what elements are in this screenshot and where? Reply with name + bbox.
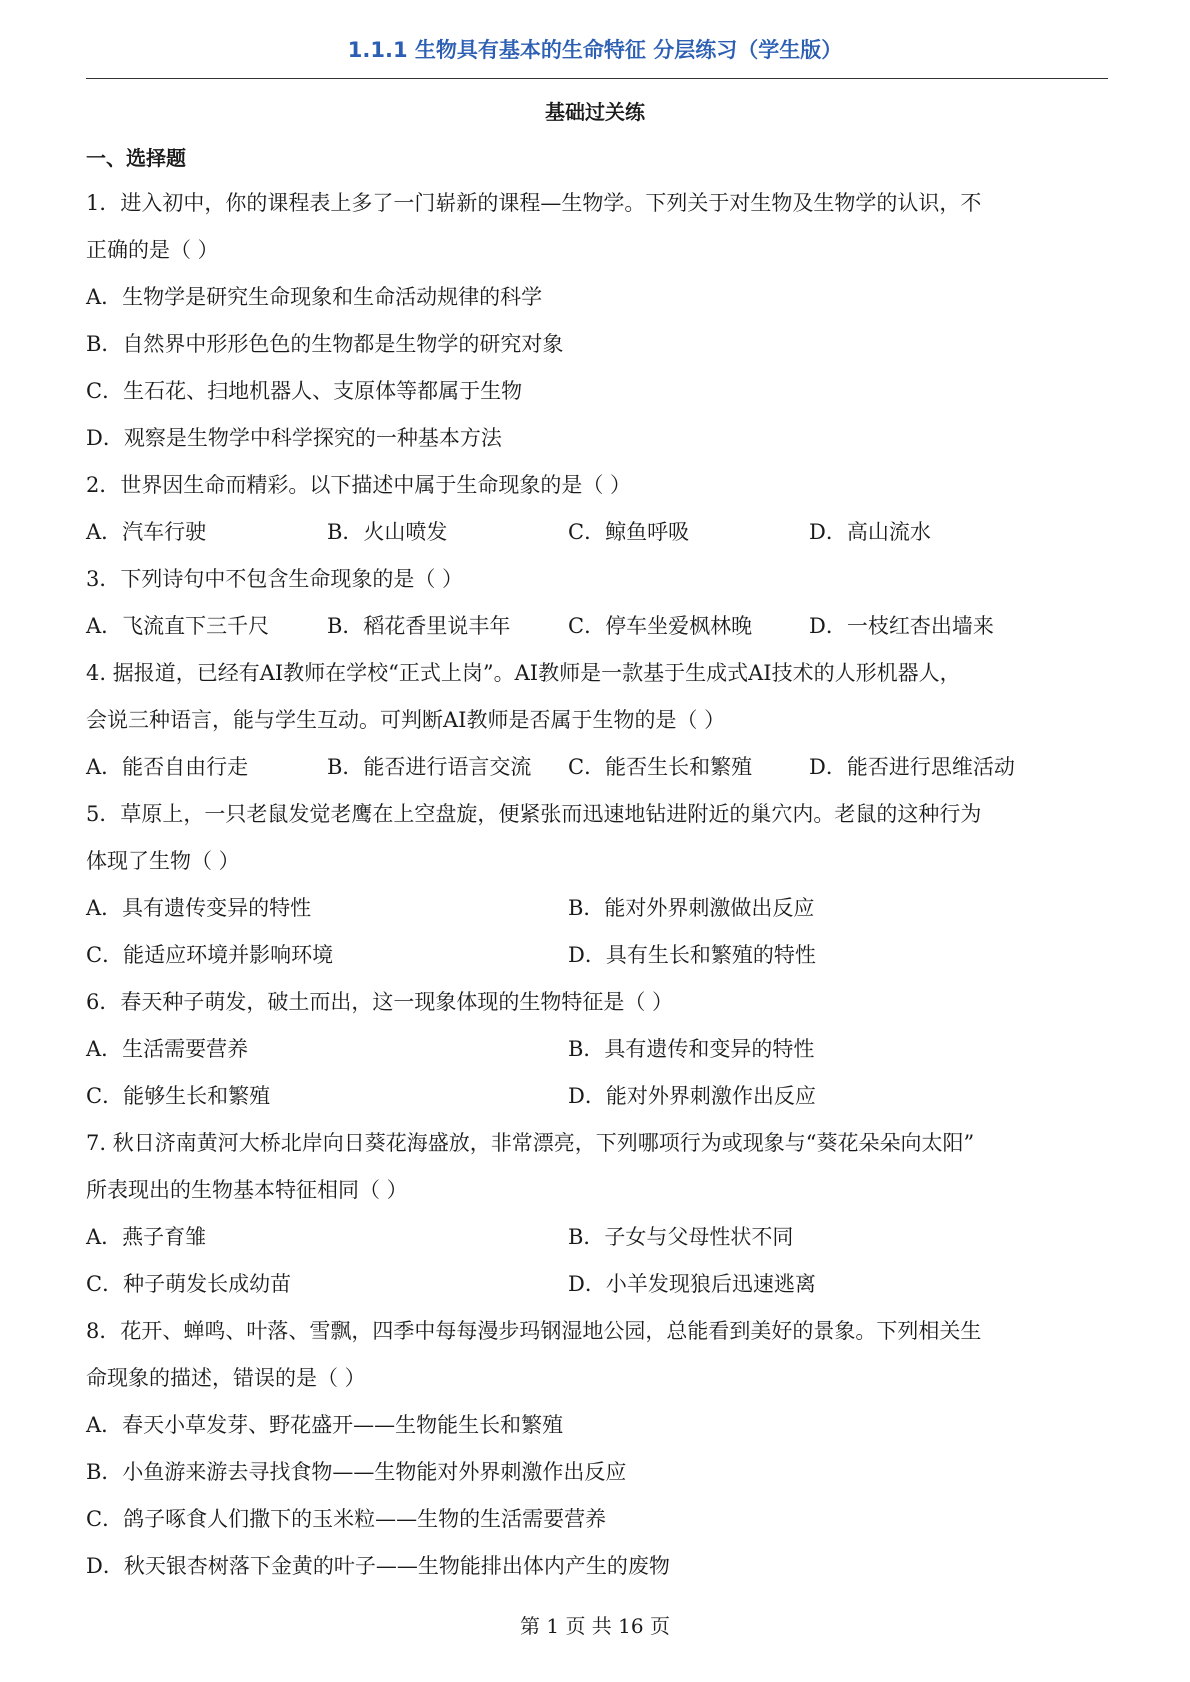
answer-option: D．具有生长和繁殖的特性 xyxy=(568,943,816,967)
answer-option: B．稻花香里说丰年 xyxy=(327,614,511,638)
answer-option: C．能适应环境并影响环境 xyxy=(86,943,334,967)
answer-option: A．生物学是研究生命现象和生命活动规律的科学 xyxy=(86,285,543,309)
question-stem: 1．进入初中，你的课程表上多了一门崭新的课程—生物学。下列关于对生物及生物学的认识，不 xyxy=(86,191,982,215)
answer-option: B．能对外界刺激做出反应 xyxy=(568,896,815,920)
question-stem: 7. 秋日济南黄河大桥北岸向日葵花海盛放，非常漂亮，下列哪项行为或现象与“葵花朵朵向太阳” xyxy=(86,1131,975,1155)
answer-option: B．自然界中形形色色的生物都是生物学的研究对象 xyxy=(86,332,564,356)
answer-option: C．鲸鱼呼吸 xyxy=(568,520,690,544)
answer-option: A．飞流直下三千尺 xyxy=(86,614,270,638)
answer-option: C．能够生长和繁殖 xyxy=(86,1084,271,1108)
document-header: 1.1.1 生物具有基本的生命特征 分层练习（学生版） xyxy=(347,38,843,62)
option-row xyxy=(86,885,1108,932)
answer-option: D．小羊发现狼后迅速逃离 xyxy=(568,1272,816,1296)
answer-option: B．能否进行语言交流 xyxy=(327,755,532,779)
header-rule xyxy=(86,78,1108,79)
answer-option: A．具有遗传变异的特性 xyxy=(86,896,312,920)
question-stem: 8．花开、蝉鸣、叶落、雪飘，四季中每每漫步玛钢湿地公园，总能看到美好的景象。下列相关生 xyxy=(86,1319,982,1343)
answer-option: D．能否进行思维活动 xyxy=(809,755,1015,779)
question-stem: 正确的是（ ） xyxy=(86,238,219,262)
answer-option: C．鸽子啄食人们撒下的玉米粒——生物的生活需要营养 xyxy=(86,1507,607,1531)
answer-option: D．能对外界刺激作出反应 xyxy=(568,1084,816,1108)
answer-option: A．汽车行驶 xyxy=(86,520,207,544)
option-row xyxy=(86,509,1108,556)
answer-option: A．春天小草发芽、野花盛开——生物能生长和繁殖 xyxy=(86,1413,564,1437)
answer-option: C．能否生长和繁殖 xyxy=(568,755,753,779)
question-stem: 命现象的描述，错误的是（ ） xyxy=(86,1366,366,1390)
answer-option: B．具有遗传和变异的特性 xyxy=(568,1037,815,1061)
part-title: 一、选择题 xyxy=(86,146,186,170)
answer-option: B．小鱼游来游去寻找食物——生物能对外界刺激作出反应 xyxy=(86,1460,627,1484)
option-row xyxy=(86,1261,1108,1308)
question-stem: 3．下列诗句中不包含生命现象的是（ ） xyxy=(86,567,464,591)
question-stem: 所表现出的生物基本特征相同（ ） xyxy=(86,1178,408,1202)
section-title: 基础过关练 xyxy=(545,100,645,124)
option-row xyxy=(86,1214,1108,1261)
answer-option: C．种子萌发长成幼苗 xyxy=(86,1272,292,1296)
question-list xyxy=(86,180,1108,1590)
answer-option: D．高山流水 xyxy=(809,520,931,544)
answer-option: A．能否自由行走 xyxy=(86,755,249,779)
question-stem: 2．世界因生命而精彩。以下描述中属于生命现象的是（ ） xyxy=(86,473,632,497)
answer-option: D．一枝红杏出墙来 xyxy=(809,614,994,638)
question-stem: 6．春天种子萌发，破土而出，这一现象体现的生物特征是（ ） xyxy=(86,990,674,1014)
answer-option: D．观察是生物学中科学探究的一种基本方法 xyxy=(86,426,502,450)
option-row xyxy=(86,1026,1108,1073)
answer-option: C．停车坐爱枫林晚 xyxy=(568,614,753,638)
option-row xyxy=(86,744,1108,791)
question-stem: 会说三种语言，能与学生互动。可判断AI教师是否属于生物的是（ ） xyxy=(86,708,726,732)
answer-option: C．生石花、扫地机器人、支原体等都属于生物 xyxy=(86,379,523,403)
answer-option: D．秋天银杏树落下金黄的叶子——生物能排出体内产生的废物 xyxy=(86,1554,670,1578)
option-row xyxy=(86,603,1108,650)
question-stem: 5．草原上，一只老鼠发觉老鹰在上空盘旋，便紧张而迅速地钻进附近的巢穴内。老鼠的这种行为 xyxy=(86,802,982,826)
answer-option: B．火山喷发 xyxy=(327,520,448,544)
page-footer: 第 1 页 共 16 页 xyxy=(520,1614,670,1638)
option-row xyxy=(86,1073,1108,1120)
question-stem: 4. 据报道，已经有AI教师在学校“正式上岗”。AI教师是一款基于生成式AI技术的人形机器人， xyxy=(86,661,961,685)
question-stem: 体现了生物（ ） xyxy=(86,849,240,873)
answer-option: B．子女与父母性状不同 xyxy=(568,1225,794,1249)
answer-option: A．燕子育雏 xyxy=(86,1225,207,1249)
answer-option: A．生活需要营养 xyxy=(86,1037,249,1061)
option-row xyxy=(86,932,1108,979)
